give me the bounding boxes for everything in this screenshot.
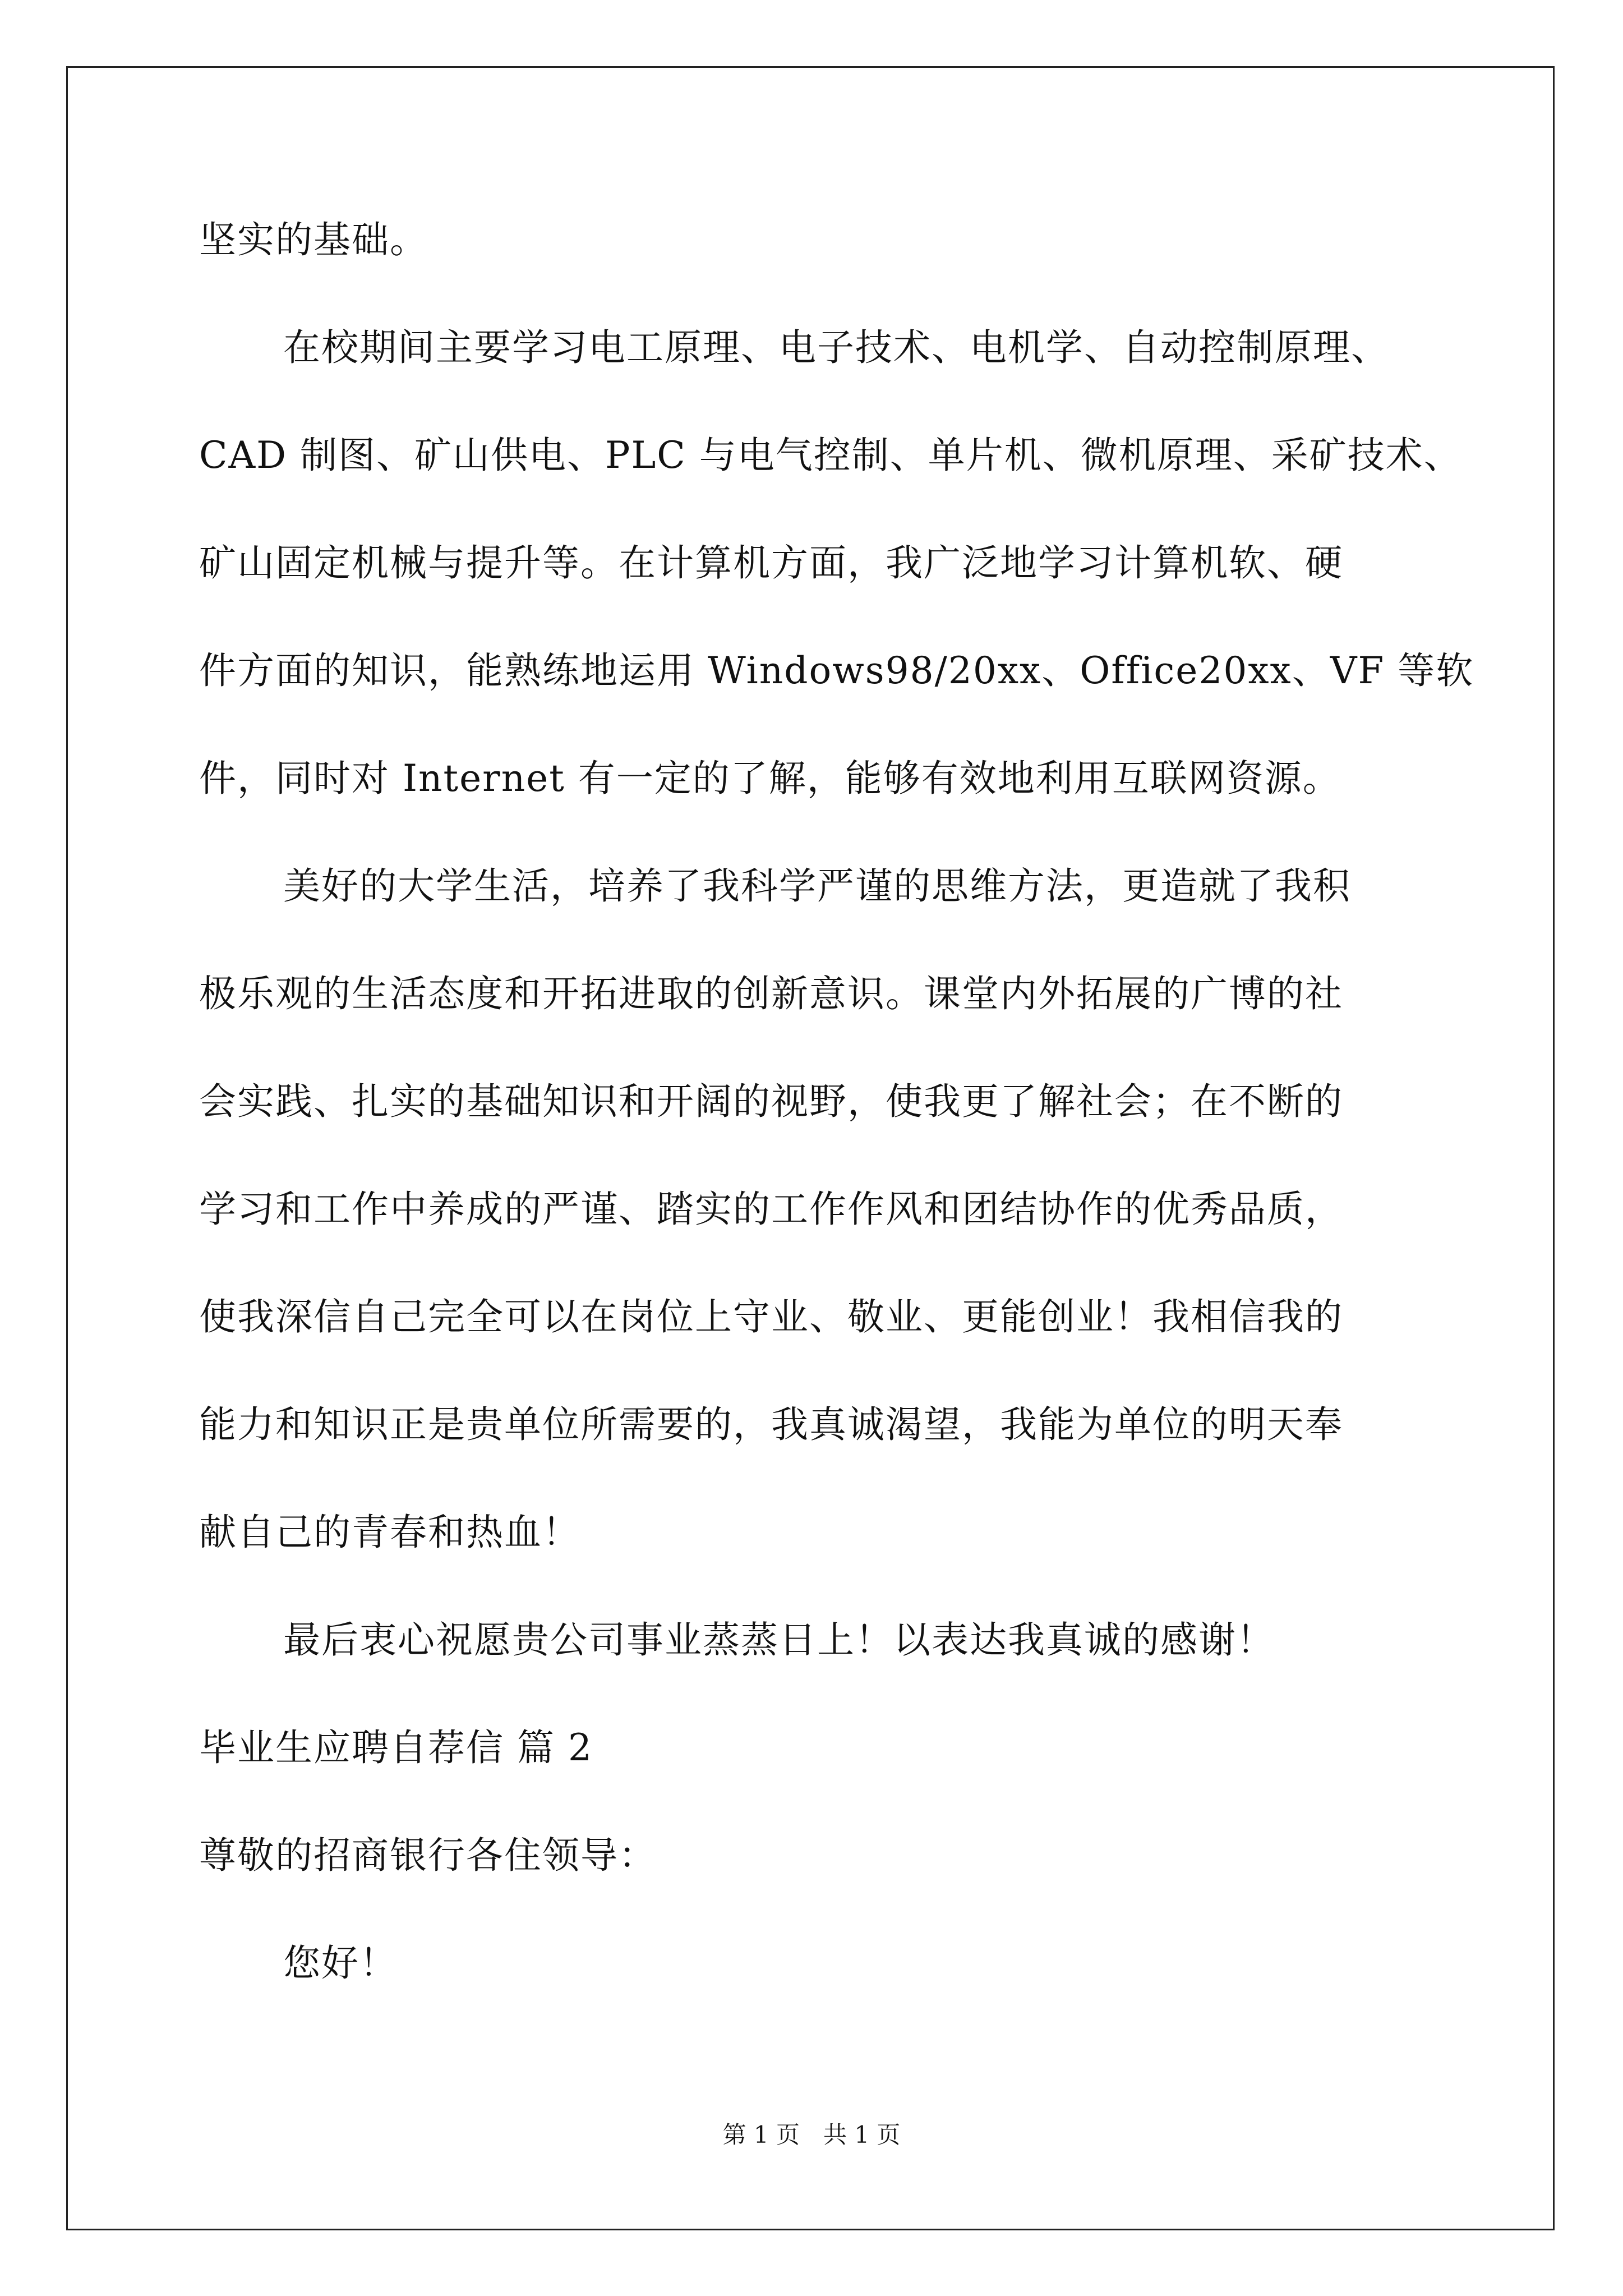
text-line: 坚实的基础。: [199, 218, 428, 261]
text-line: 极乐观的生活态度和开拓进取的创新意识。课堂内外拓展的广博的社: [199, 972, 1343, 1015]
text-line: CAD 制图、矿山供电、PLC 与电气控制、单片机、微机原理、采矿技术、: [199, 434, 1462, 477]
text-line: 能力和知识正是贵单位所需要的，我真诚渴望，我能为单位的明天奉: [199, 1403, 1343, 1446]
text-line: 矿山固定机械与提升等。在计算机方面，我广泛地学习计算机软、硬: [199, 541, 1343, 585]
greeting: 您好！: [283, 1941, 398, 1985]
text-line: 最后衷心祝愿贵公司事业蒸蒸日上！以表达我真诚的感谢！: [283, 1618, 1275, 1662]
salutation: 尊敬的招商银行各住领导：: [199, 1834, 657, 1877]
text-line: 会实践、扎实的基础知识和开阔的视野，使我更了解社会；在不断的: [199, 1080, 1343, 1123]
text-line: 献自己的青春和热血！: [199, 1511, 580, 1554]
text-line: 使我深信自己完全可以在岗位上守业、敬业、更能创业！我相信我的: [199, 1295, 1343, 1338]
page-border: [66, 66, 1555, 2230]
text-line: 件方面的知识，能熟练地运用 Windows98/20xx、Office20xx、VF 等软: [199, 649, 1474, 692]
text-line: 美好的大学生活，培养了我科学严谨的思维方法，更造就了我积: [283, 864, 1351, 908]
text-line: 学习和工作中养成的严谨、踏实的工作作风和团结协作的优秀品质，: [199, 1188, 1343, 1231]
text-line: 件，同时对 Internet 有一定的了解，能够有效地利用互联网资源。: [199, 757, 1341, 800]
text-line: 在校期间主要学习电工原理、电子技术、电机学、自动控制原理、: [283, 326, 1389, 369]
page-footer: 第 1 页 共 1 页: [722, 2121, 901, 2148]
section-heading: 毕业生应聘自荐信 篇 2: [199, 1726, 593, 1769]
